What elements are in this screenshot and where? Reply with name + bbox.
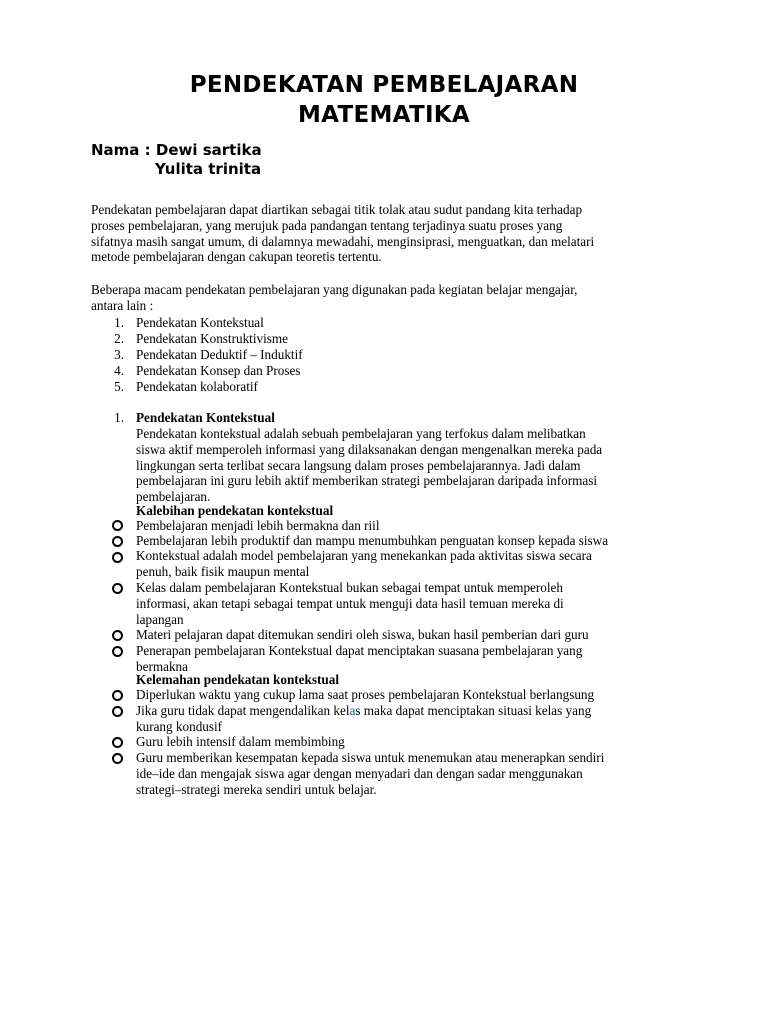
- highlighted-letter: a: [349, 703, 356, 718]
- bullet-circle-icon: [112, 520, 123, 531]
- title-line-2: MATEMATIKA: [297, 102, 471, 128]
- intro-line: sifatnya masih sangat umum, di dalamnya mewadahi, menginsiprasi, menguatkan, dan melatari: [91, 233, 595, 249]
- title-line-1: PENDEKATAN PEMBELAJARAN: [189, 72, 579, 98]
- bullet-circle-icon: [112, 646, 123, 657]
- bullet-circle-icon: [112, 706, 123, 717]
- weakness-text: Jika guru tidak dapat mengendalikan kel: [136, 703, 350, 718]
- approach-item: Pendekatan Konstruktivisme: [136, 331, 288, 346]
- advantage-item: [136, 580, 564, 627]
- advantage-item: [136, 518, 380, 534]
- approach-item: Pendekatan Kontekstual: [136, 315, 264, 330]
- intro-line: metode pembelajaran dengan cakupan teoretis tertentu.: [91, 249, 382, 265]
- bullet-circle-icon: [112, 737, 123, 748]
- advantage-item: [136, 627, 589, 643]
- section-body: [136, 426, 602, 505]
- advantage-line: bermakna: [136, 658, 188, 674]
- advantages-heading: Kalebihan pendekatan kontekstual: [136, 503, 334, 518]
- weakness-line: strategi–strategi mereka sendiri untuk belajar.: [136, 781, 377, 797]
- approach-number: 4.: [114, 363, 124, 378]
- advantage-line: Materi pelajaran dapat ditemukan sendiri oleh siswa, bukan hasil pemberian dari guru: [136, 627, 589, 642]
- weakness-item: Diperlukan waktu yang cukup lama saat proses pembelajaran Kontekstual berlangsung: [136, 687, 595, 702]
- weakness-item: Guru lebih intensif dalam membimbing: [136, 734, 345, 749]
- list-intro-paragraph: [91, 282, 691, 314]
- bullet-circle-icon: [112, 552, 123, 563]
- approach-item: Pendekatan kolaboratif: [136, 379, 258, 394]
- intro-line: proses pembelajaran, yang merujuk pada pandangan tentang terjadinya suatu proses yang: [91, 217, 563, 233]
- advantage-line: penuh, baik fisik maupun mental: [136, 563, 310, 579]
- weaknesses-heading: Kelemahan pendekatan kontekstual: [136, 672, 339, 687]
- bullet-circle-icon: [112, 583, 123, 594]
- advantage-item: [136, 533, 608, 549]
- list-intro-line: antara lain :: [91, 297, 154, 313]
- weakness-line: [136, 703, 591, 719]
- intro-paragraph: [91, 202, 691, 265]
- approach-number: 2.: [114, 331, 124, 346]
- list-intro-line: Beberapa macam pendekatan pembelajaran yang digunakan pada kegiatan belajar mengajar,: [91, 282, 578, 297]
- weakness-text: s maka dapat menciptakan situasi kelas yang: [355, 703, 592, 718]
- section-number: 1.: [114, 410, 124, 425]
- advantage-line: Kelas dalam pembelajaran Kontekstual bukan sebagai tempat untuk memperoleh: [136, 580, 563, 595]
- advantage-line: Pembelajaran menjadi lebih bermakna dan riil: [136, 518, 380, 533]
- author-name-2: Yulita trinita: [155, 160, 262, 178]
- document-title: [0, 70, 768, 130]
- intro-line: Pendekatan pembelajaran dapat diartikan sebagai titik tolak atau sudut pandang kita terhadap: [91, 202, 583, 217]
- section-body-line: siswa aktif memperoleh informasi yang dilaksanakan dengan mengenalkan mereka pada: [136, 441, 603, 457]
- advantage-item: [136, 643, 582, 675]
- bullet-circle-icon: [112, 536, 123, 547]
- advantage-item: [136, 548, 592, 580]
- section-body-line: lingkungan serta terlibat secara langsung dalam proses pembelajarannya. Jadi dalam: [136, 457, 581, 473]
- approach-number: 5.: [114, 379, 124, 394]
- section-body-line: pembelajaran.: [136, 489, 211, 505]
- bullet-circle-icon: [112, 630, 123, 641]
- approach-number: 1.: [114, 315, 124, 330]
- approach-item: Pendekatan Deduktif – Induktif: [136, 347, 303, 362]
- approach-item: Pendekatan Konsep dan Proses: [136, 363, 301, 378]
- weakness-line: ide–ide dan mengajak siswa agar dengan menyadari dan dengan sadar menggunakan: [136, 765, 583, 781]
- bullet-circle-icon: [112, 753, 123, 764]
- advantage-line: Penerapan pembelajaran Kontekstual dapat menciptakan suasana pembelajaran yang: [136, 643, 583, 658]
- weakness-item: [136, 703, 591, 735]
- advantage-line: lapangan: [136, 611, 184, 627]
- weakness-line: Guru memberikan kesempatan kepada siswa untuk menemukan atau menerapkan sendiri: [136, 750, 605, 765]
- bullet-circle-icon: [112, 690, 123, 701]
- approach-number: 3.: [114, 347, 124, 362]
- advantage-line: Pembelajaran lebih produktif dan mampu menumbuhkan penguatan konsep kepada siswa: [136, 533, 609, 548]
- section-heading: Pendekatan Kontekstual: [136, 410, 275, 425]
- section-body-line: pembelajaran ini guru lebih aktif memberikan strategi pembelajaran daripada informasi: [136, 473, 598, 489]
- weakness-item: [136, 750, 604, 797]
- author-name-1: Nama : Dewi sartika: [91, 141, 262, 159]
- section-body-line: Pendekatan kontekstual adalah sebuah pembelajaran yang terfokus dalam melibatkan: [136, 426, 586, 441]
- advantage-line: informasi, akan tetapi sebagai tempat untuk menguji data hasil temuan mereka di: [136, 595, 564, 611]
- weakness-line: kurang kondusif: [136, 718, 223, 734]
- advantage-line: Kontekstual adalah model pembelajaran yang menekankan pada aktivitas siswa secara: [136, 548, 592, 563]
